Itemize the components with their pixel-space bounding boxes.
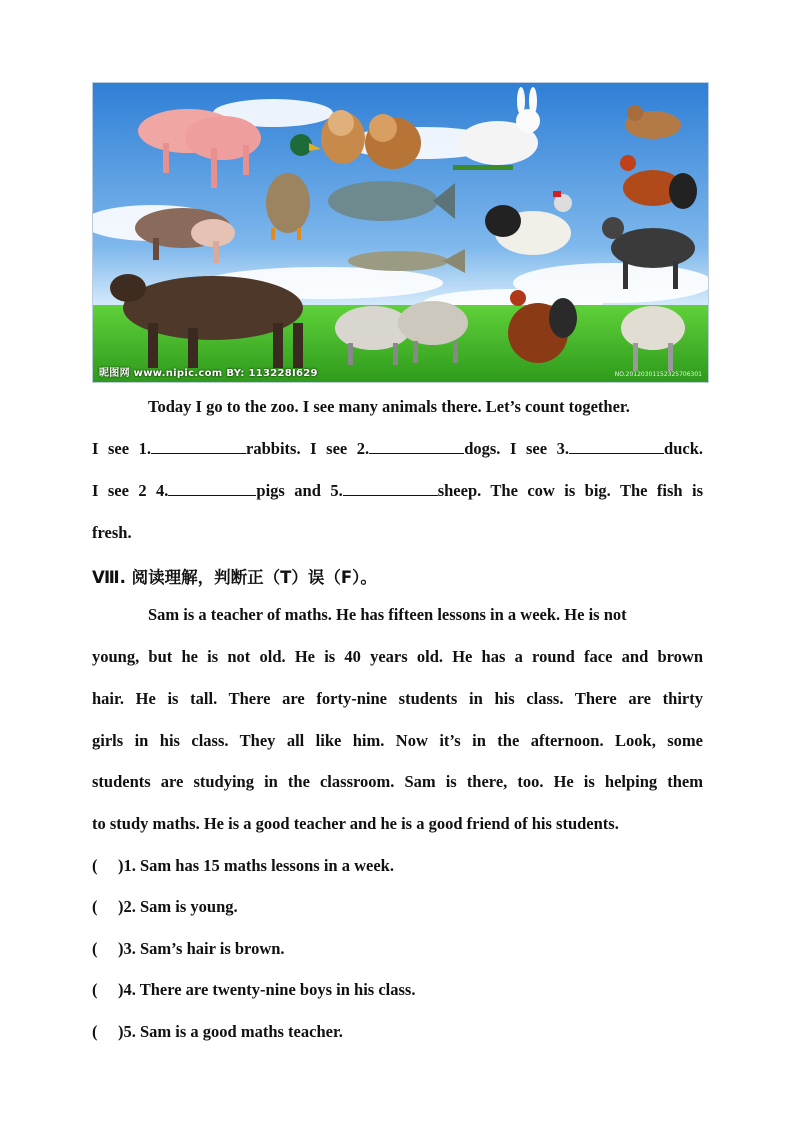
answer-paren[interactable]: ( xyxy=(92,939,98,958)
cloze-segment: duck. xyxy=(664,439,703,458)
cloze-line-2 xyxy=(92,439,703,459)
question-5[interactable] xyxy=(92,1022,343,1042)
question-4[interactable] xyxy=(92,980,415,1000)
cloze-segment: dogs. I see 3. xyxy=(464,439,570,458)
cloze-segment: rabbits. I see 2. xyxy=(246,439,370,458)
answer-paren[interactable]: ( xyxy=(92,856,98,875)
farm-animals-illustration xyxy=(93,83,708,382)
answer-paren[interactable]: ( xyxy=(92,1022,98,1041)
cloze-line-3 xyxy=(92,481,703,501)
answer-blank-5[interactable] xyxy=(343,494,438,496)
farm-animals-picture xyxy=(92,82,709,383)
answer-blank-4[interactable] xyxy=(168,494,256,496)
answer-paren[interactable]: ( xyxy=(92,980,98,999)
question-2[interactable] xyxy=(92,897,238,917)
passage-line-5: students are studying in the classroom. Sam is there, too. He is helping them xyxy=(92,772,703,791)
answer-blank-1[interactable] xyxy=(151,452,246,454)
question-text: )4. There are twenty-nine boys in his class. xyxy=(118,980,416,999)
answer-blank-3[interactable] xyxy=(569,452,664,454)
cloze-segment: I see 1. xyxy=(92,439,152,458)
question-1[interactable] xyxy=(92,856,394,876)
passage-line-3: hair. He is tall. There are forty-nine students in his class. There are thirty xyxy=(92,689,703,708)
passage-line-1: Sam is a teacher of maths. He has fifteen lessons in a week. He is not xyxy=(148,605,627,624)
cloze-segment: I see 2 4. xyxy=(92,481,169,500)
image-code: NO.20120301152325706301 xyxy=(614,371,702,378)
answer-blank-2[interactable] xyxy=(369,452,464,454)
passage-line-4: girls in his class. They all like him. Now it’s in the afternoon. Look, some xyxy=(92,731,703,750)
watermark-text: 昵图网 www.nipic.com BY: 113228I629 xyxy=(99,368,318,379)
question-text: )1. Sam has 15 maths lessons in a week. xyxy=(118,856,394,875)
question-text: )2. Sam is young. xyxy=(118,897,238,916)
passage-line-6: to study maths. He is a good teacher and he is a good friend of his students. xyxy=(92,814,619,833)
question-text: )3. Sam’s hair is brown. xyxy=(118,939,285,958)
section-heading: Ⅷ. 阅读理解，判断正（T）误（F）。 xyxy=(92,568,377,587)
answer-paren[interactable]: ( xyxy=(92,897,98,916)
question-3[interactable] xyxy=(92,939,285,959)
question-text: )5. Sam is a good maths teacher. xyxy=(118,1022,343,1041)
cloze-line-4: fresh. xyxy=(92,523,132,542)
passage-line-2: young, but he is not old. He is 40 years old. He has a round face and brown xyxy=(92,647,703,666)
cloze-segment: sheep. The cow is big. The fish is xyxy=(437,481,703,500)
cloze-segment: pigs and 5. xyxy=(256,481,343,500)
cloze-line-1: Today I go to the zoo. I see many animals there. Let’s count together. xyxy=(148,397,630,416)
